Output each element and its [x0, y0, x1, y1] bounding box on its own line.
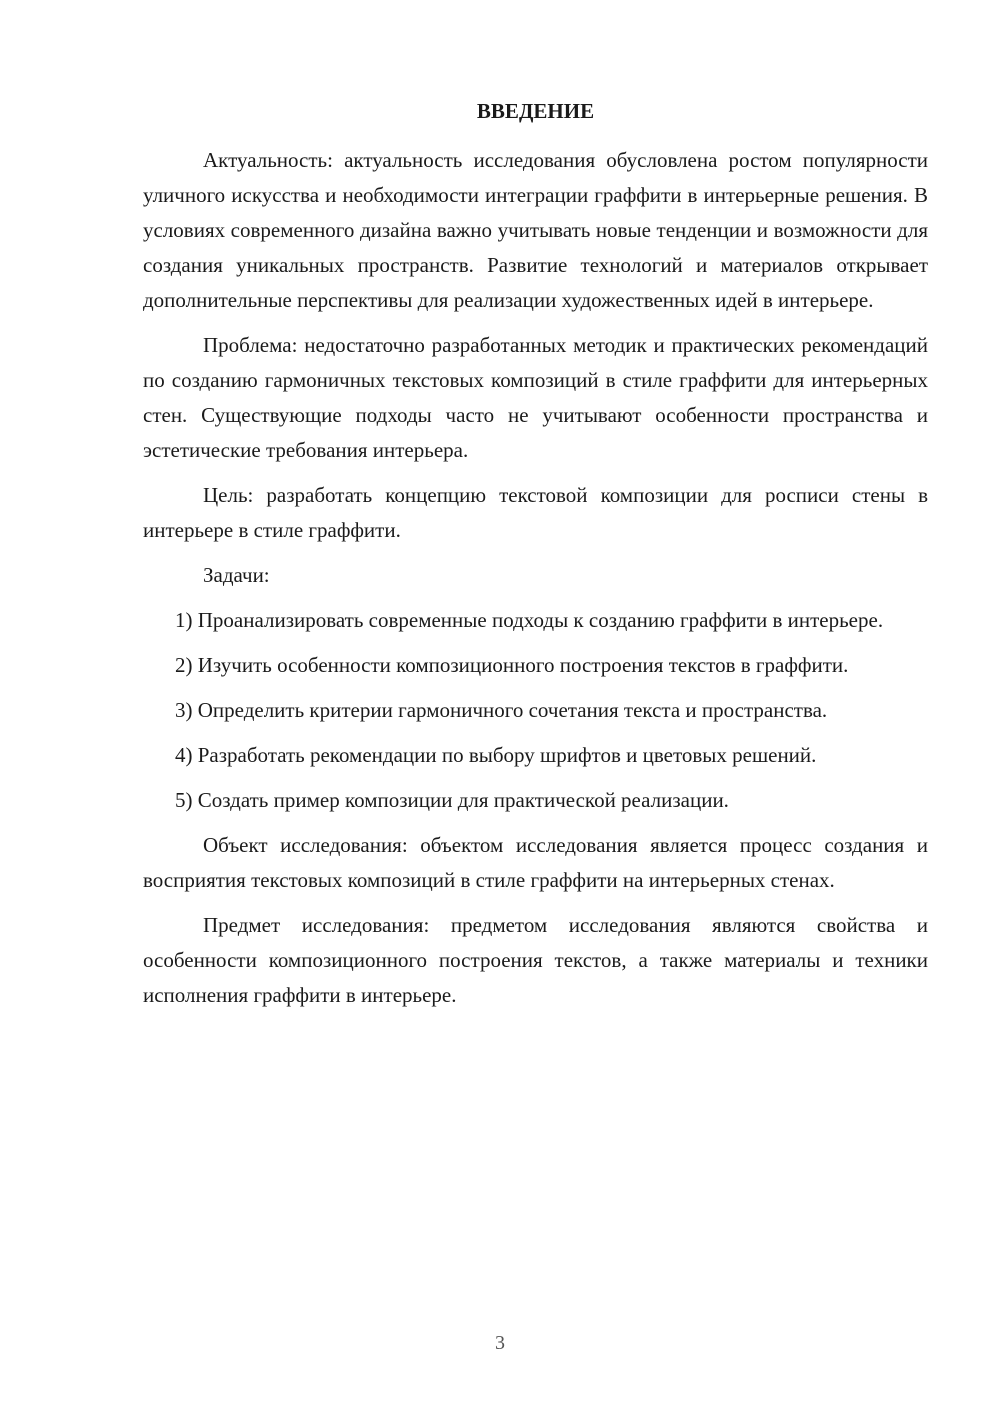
page-title: ВВЕДЕНИЕ	[476, 99, 595, 123]
task-item-5: 5) Создать пример композиции для практической реализации.	[175, 788, 729, 812]
task-item-4: 4) Разработать рекомендации по выбору шрифтов и цветовых решений.	[175, 743, 817, 767]
object-paragraph: Объект исследования: объектом исследования является процесс создания и восприятия текстовых композиций в стиле граффити на интерьерных стенах.	[143, 833, 928, 892]
relevance-paragraph: Актуальность: актуальность исследования обусловлена ростом популярности уличного искусства и необходимости интеграции граффити в интерьерные решения. В условиях современного дизайна важно учитывать новые тенденции и возможности для создания уникальных пространств. Развитие технологий и материалов открывает дополнительные перспективы для реализации художественных идей в интерьере.	[143, 148, 928, 312]
task-item-2: 2) Изучить особенности композиционного построения текстов в граффити.	[175, 653, 849, 677]
subject-paragraph: Предмет исследования: предметом исследования являются свойства и особенности композиционного построения текстов, а также материалы и техники исполнения граффити в интерьере.	[143, 913, 928, 1007]
problem-paragraph: Проблема: недостаточно разработанных методик и практических рекомендаций по созданию гармоничных текстовых композиций в стиле граффити для интерьерных стен. Существующие подходы часто не учитывают особенности пространства и эстетические требования интерьера.	[143, 333, 928, 462]
tasks-heading: Задачи:	[203, 563, 270, 587]
goal-paragraph: Цель: разработать концепцию текстовой композиции для росписи стены в интерьере в стиле граффити.	[143, 483, 928, 542]
document-body	[143, 143, 928, 1023]
task-item-3: 3) Определить критерии гармоничного сочетания текста и пространства.	[175, 698, 828, 722]
page-number: 3	[495, 1332, 505, 1354]
task-item-1: 1) Проанализировать современные подходы к созданию граффити в интерьере.	[175, 608, 884, 632]
